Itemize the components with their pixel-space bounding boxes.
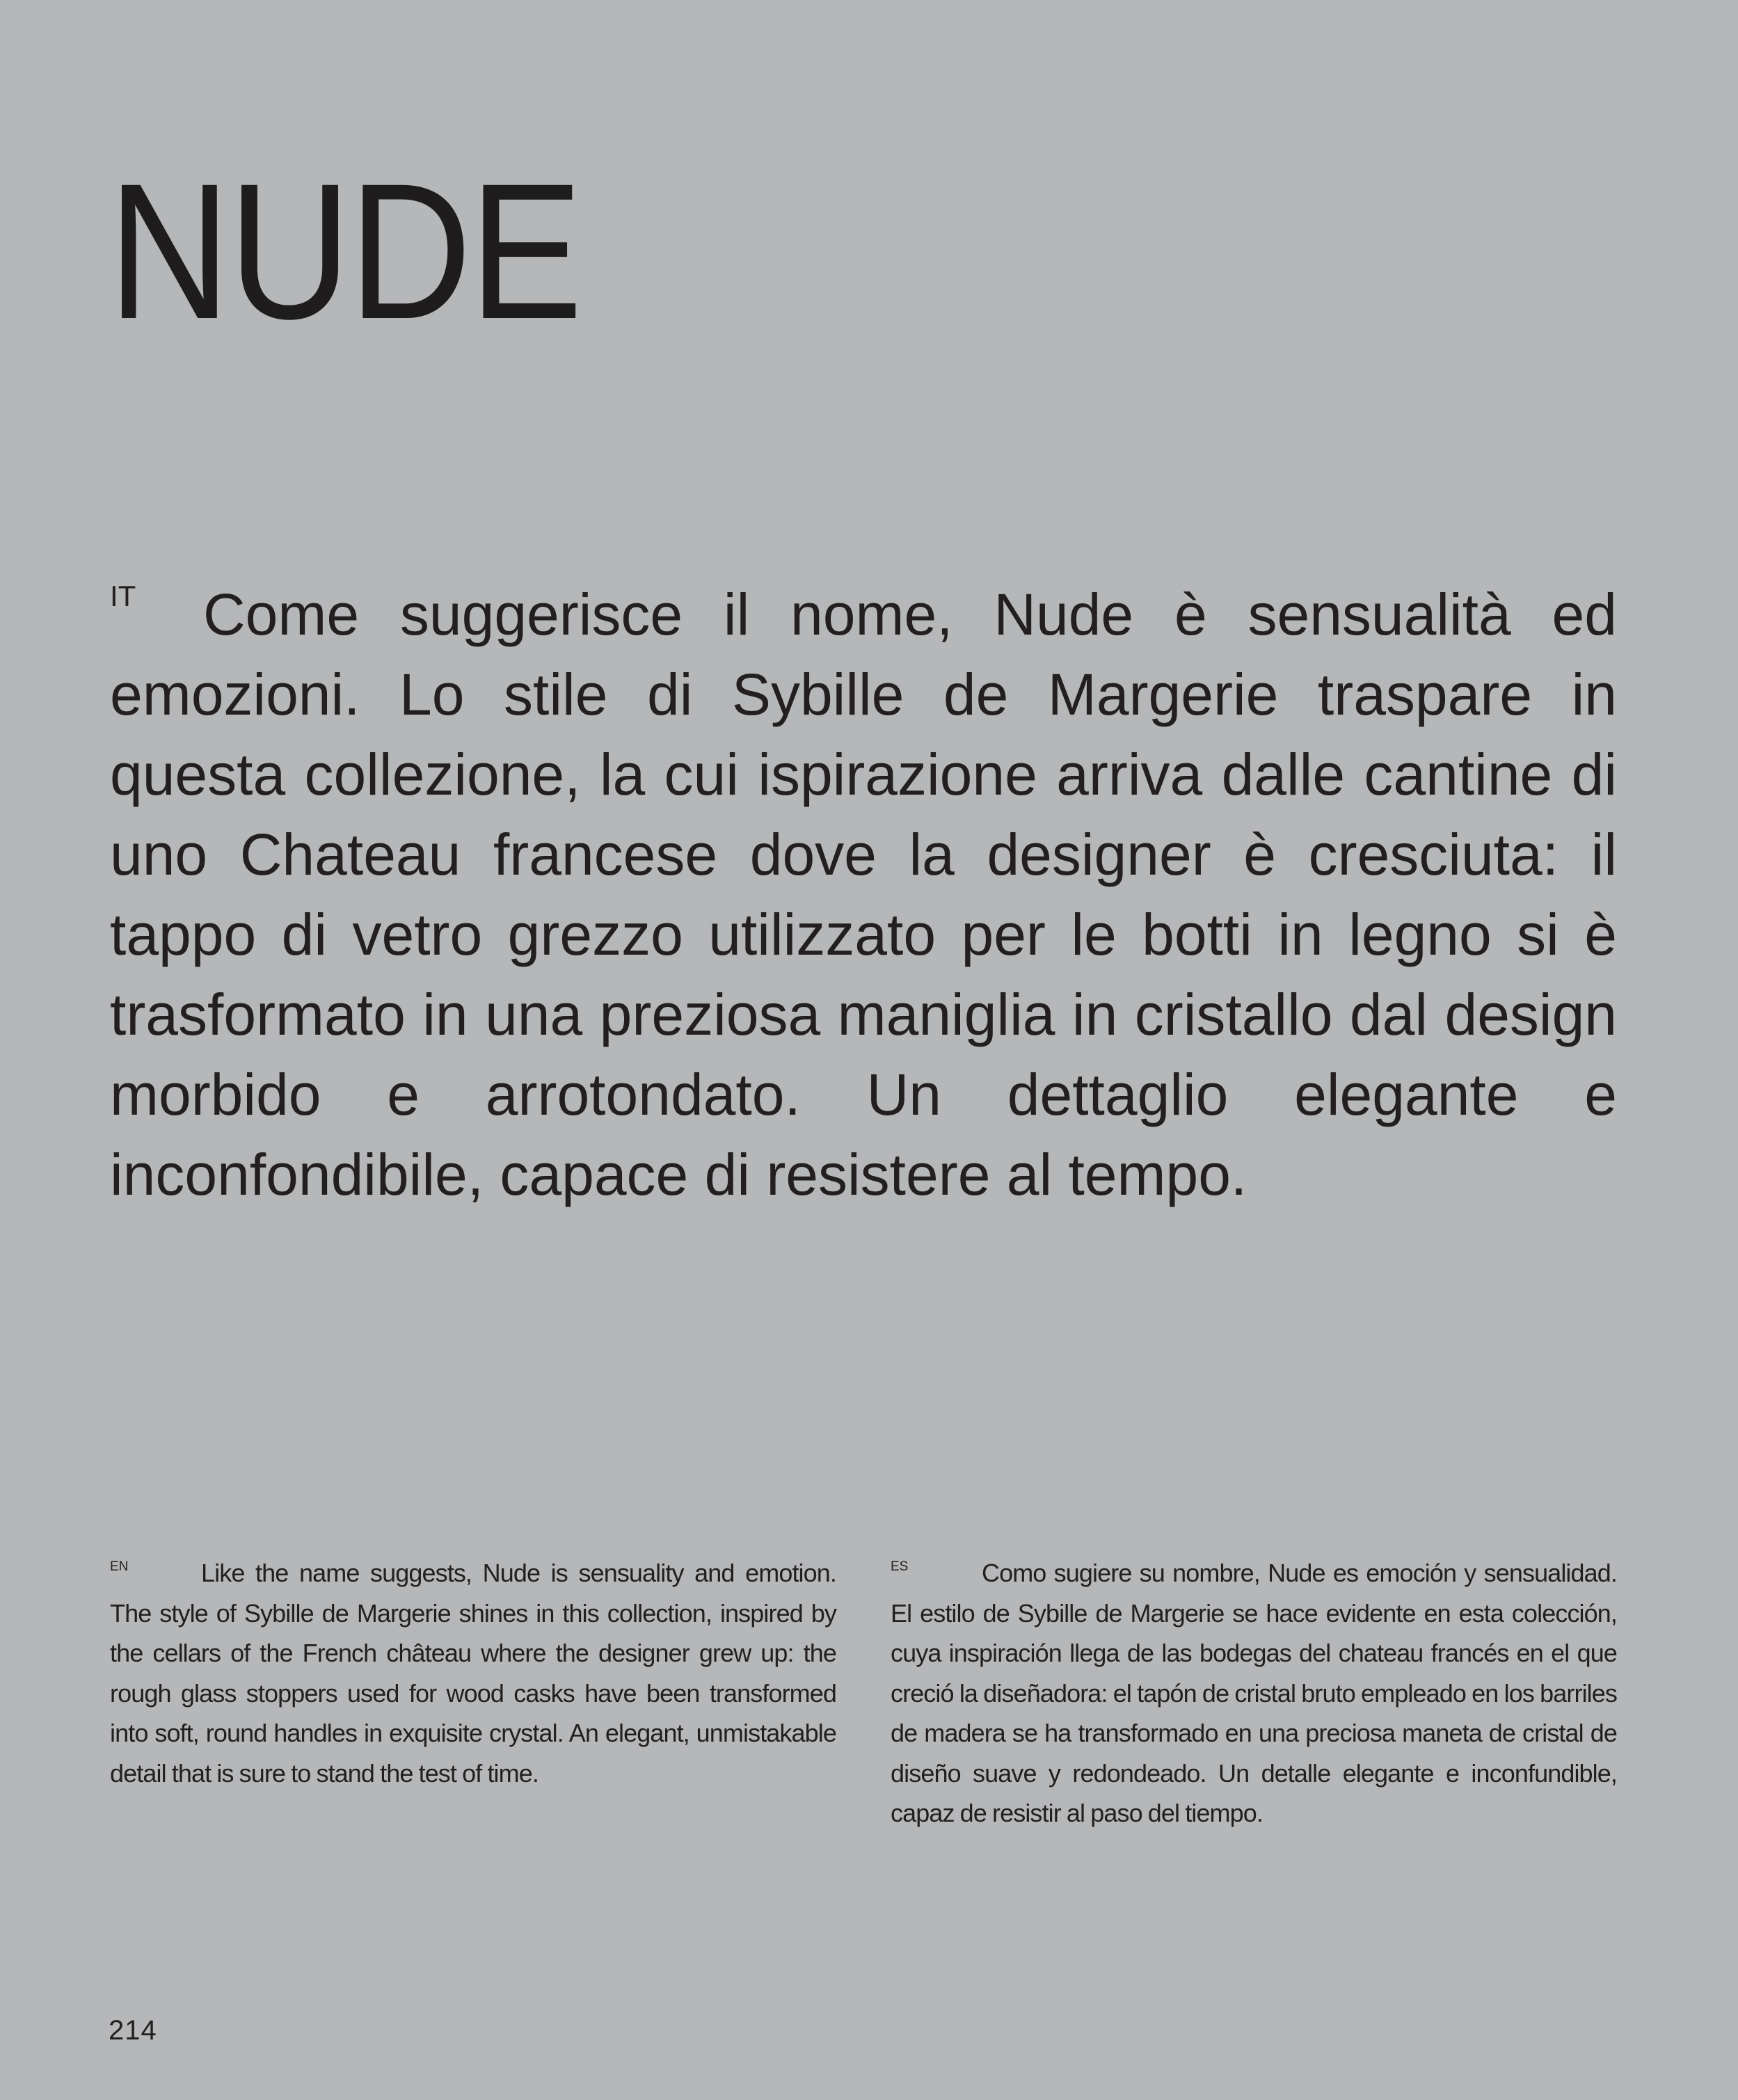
page-title: NUDE	[108, 143, 581, 359]
italian-paragraph	[110, 575, 1617, 1215]
spanish-paragraph	[891, 1553, 1617, 1833]
page-number: 214	[109, 2015, 157, 2046]
english-text: Like the name suggests, Nude is sensuality and emotion. The style of Sybille de Margerie shines in this collection, inspired by the cellars of the French château where the designer grew up: the rough glass stoppers used for wood casks have been transformed into soft, round handles in exquisite crystal. An elegant, unmistakable detail that is sure to stand the test of time.	[110, 1559, 836, 1788]
english-language-tag: EN	[110, 1559, 129, 1574]
italian-language-tag: IT	[110, 580, 136, 612]
spanish-language-tag: ES	[891, 1559, 909, 1574]
italian-text: Come suggerisce il nome, Nude è sensualità ed emozioni. Lo stile di Sybille de Margerie traspare in questa collezione, la cui ispirazione arriva dalle cantine di uno Chateau francese dove la designer è cresciuta: il tappo di vetro grezzo utilizzato per le botti in legno si è trasformato in una preziosa maniglia in cristallo dal design morbido e arrotondato. Un dettaglio elegante e inconfondibile, capace di resistere al tempo.	[110, 582, 1617, 1207]
english-paragraph	[110, 1553, 836, 1793]
spanish-text: Como sugiere su nombre, Nude es emoción y sensualidad. El estilo de Sybille de Margerie se hace evidente en esta colección, cuya inspiración llega de las bodegas del chateau francés en el que creció la diseñadora: el tapón de cristal bruto empleado en los barriles de madera se ha transformado en una preciosa maneta de cristal de diseño suave y redondeado. Un detalle elegante e inconfundible, capaz de resistir al paso del tiempo.	[891, 1559, 1617, 1827]
